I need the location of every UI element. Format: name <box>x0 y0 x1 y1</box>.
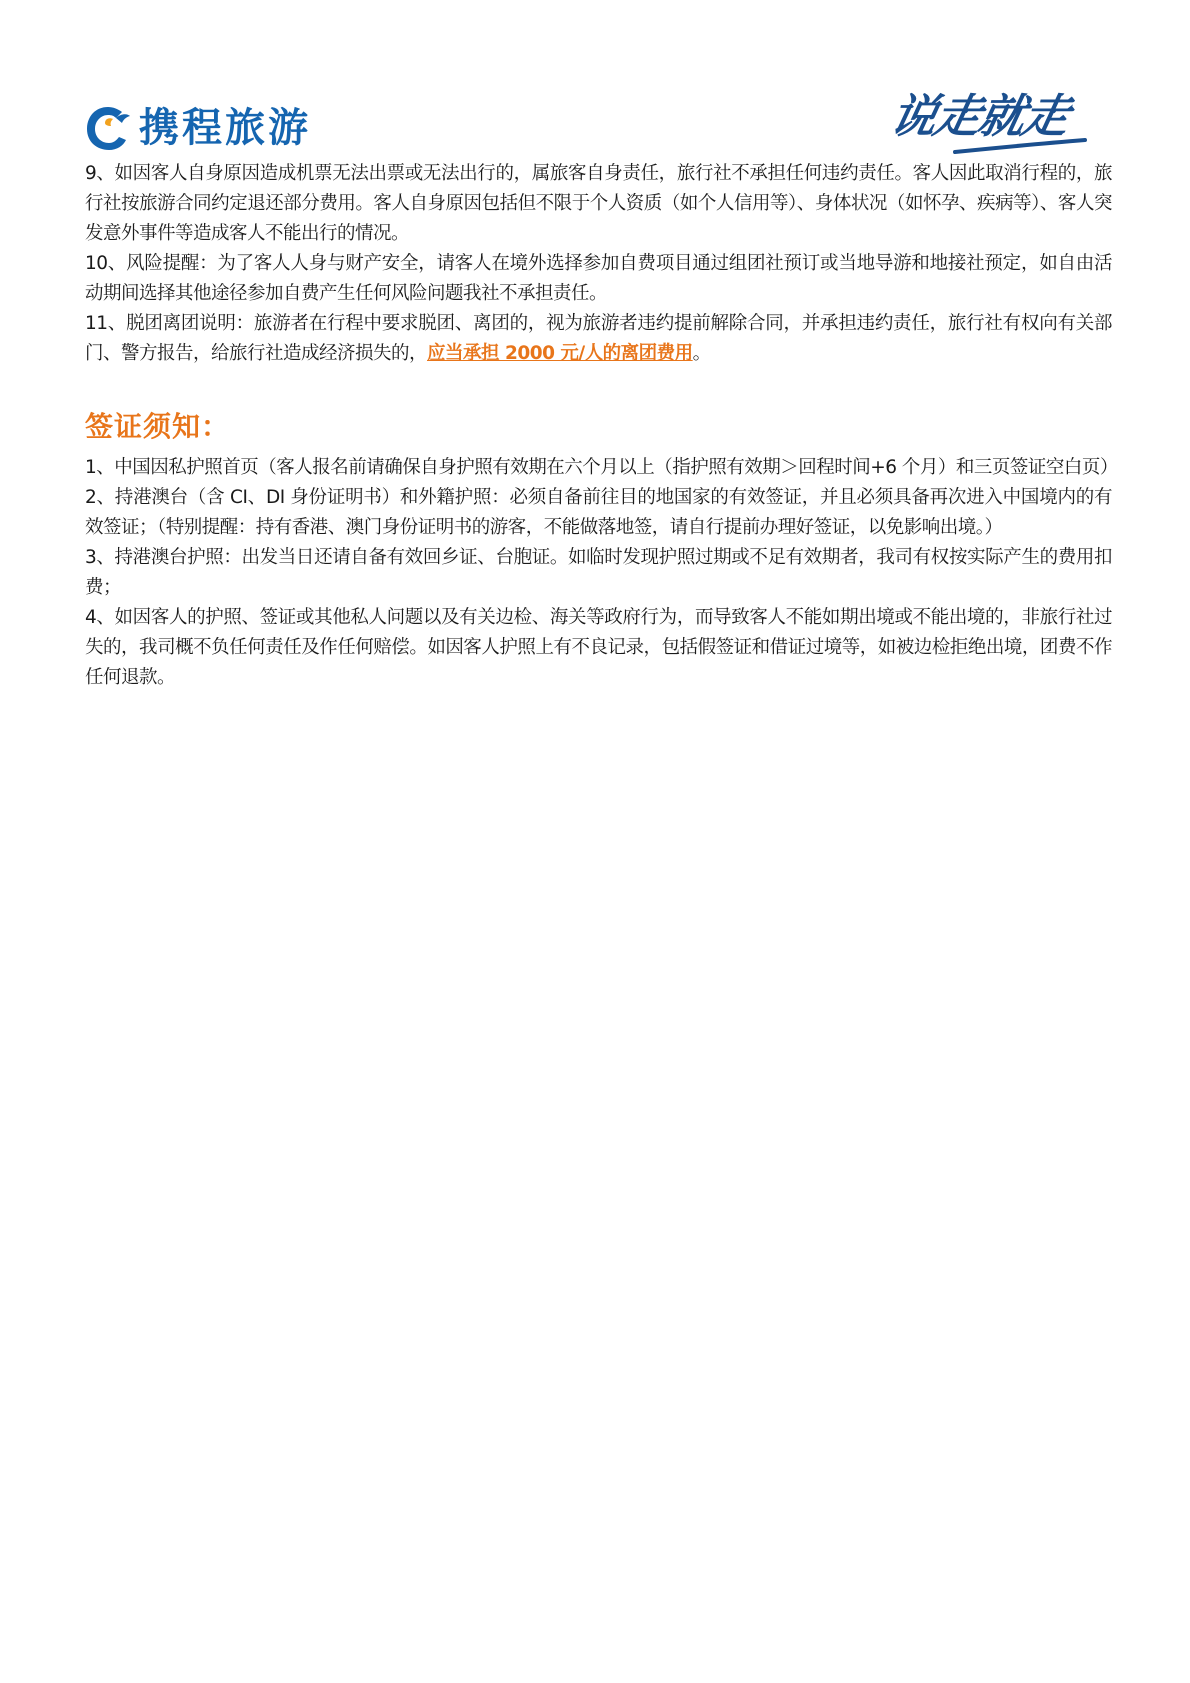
note-item-10: 10、风险提醒：为了客人人身与财产安全，请客人在境外选择参加自费项目通过组团社预订或当地导游和地接社预定，如自由活动期间选择其他途径参加自费产生任何风险问题我社不承担责任。 <box>85 253 1112 304</box>
note-item-9: 9、如因客人自身原因造成机票无法出票或无法出行的，属旅客自身责任，旅行社不承担任何违约责任。客人因此取消行程的，旅行社按旅游合同约定退还部分费用。客人自身原因包括但不限于个人资质（如个人信用等）、身体状况（如怀孕、疾病等）、客人突发意外事件等造成客人不能出行的情况。 <box>85 163 1112 244</box>
dolphin-logo-icon <box>83 103 133 153</box>
main-content <box>85 159 1118 693</box>
note-item-11 <box>85 309 1112 369</box>
slogan-text: 说走就走 <box>885 89 1073 143</box>
departure-fee-highlight: 应当承担 2000 元/人的离团费用 <box>427 343 693 364</box>
note-item-11-end: 。 <box>692 343 711 364</box>
visa-item-4: 4、如因客人的护照、签证或其他私人问题以及有关边检、海关等政府行为，而导致客人不能如期出境或不能出境的，非旅行社过失的，我司概不负任何责任及作任何赔偿。如因客人护照上有不良记录，包括假签证和借证过境等，如被边检拒绝出境，团费不作任何退款。 <box>85 607 1112 688</box>
logo-text: 携程旅游 <box>139 105 311 151</box>
page-header <box>0 0 1190 165</box>
visa-section-title: 签证须知： <box>85 410 231 443</box>
slogan-calligraphy <box>885 78 1090 160</box>
visa-item-3: 3、持港澳台护照：出发当日还请自备有效回乡证、台胞证。如临时发现护照过期或不足有效期者，我司有权按实际产生的费用扣费； <box>85 547 1112 598</box>
visa-item-2: 2、持港澳台（含 CI、DI 身份证明书）和外籍护照：必须自备前往目的地国家的有效签证，并且必须具备再次进入中国境内的有效签证；（特别提醒：持有香港、澳门身份证明书的游客，不能做落地签，请自行提前办理好签证，以免影响出境。） <box>85 487 1112 538</box>
ctrip-logo <box>83 102 311 154</box>
visa-item-1: 1、中国因私护照首页（客人报名前请确保自身护照有效期在六个月以上（指护照有效期＞回程时间+6 个月）和三页签证空白页） <box>85 457 1118 478</box>
note-item-11-text: 11、脱团离团说明：旅游者在行程中要求脱团、离团的，视为旅游者违约提前解除合同，并承担违约责任，旅行社有权向有关部门、警方报告，给旅行社造成经济损失的， <box>85 313 1112 364</box>
